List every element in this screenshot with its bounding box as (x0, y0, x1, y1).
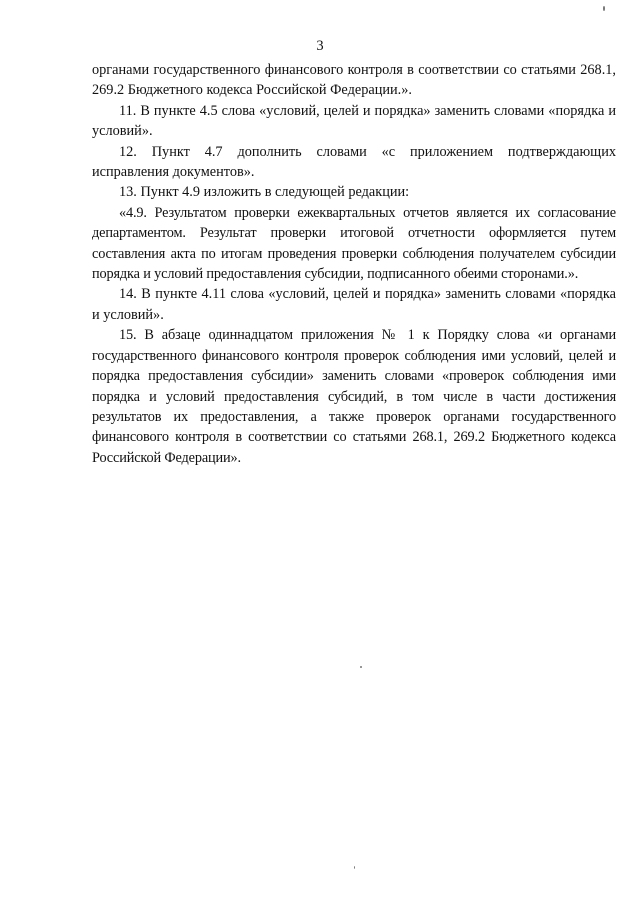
paragraph-item-15: 15. В абзаце одиннадцатом приложения № 1 к Порядку слова «и органами государственного финансового контроля проверок соблюдения ими условий, целей и порядка предоставления субсидии» заменить словами «проверок соблюдения ими порядка и условий предоставления субсидий, в том числе в части достижения результатов их предоставления, а также проверок органами государственного финансового контроля в соответствии со статьями 268.1, 269.2 Бюджетного кодекса Российской Федерации». (92, 327, 616, 466)
paragraph-item-14: 14. В пункте 4.11 слова «условий, целей и порядка» заменить словами «порядка и условий». (92, 286, 616, 323)
scan-speck (354, 866, 355, 869)
paragraph-item-11: 11. В пункте 4.5 слова «условий, целей и порядка» заменить словами «порядка и условий». (92, 102, 616, 140)
paragraph-continuation: органами государственного финансового контроля в соответствии со статьями 268.1, 269.2 Бюджетного кодекса Российской Федерации.». (92, 62, 616, 99)
scan-speck (360, 666, 362, 668)
scan-speck (603, 6, 605, 11)
paragraph-item-12: 12. Пункт 4.7 дополнить словами «с приложением подтверждающих исправления документов». (92, 143, 616, 181)
paragraph-quoted-4-9: «4.9. Результатом проверки ежеквартальных отчетов является их согласование департаментом. Результат проверки итоговой отчетности оформляется путем составления акта по итогам проведения проверки соблюдения получателем субсидии порядка и условий предоставления субсидии, подписанного обеими сторонами.». (92, 204, 616, 283)
paragraph-item-13: 13. Пункт 4.9 изложить в следующей редакции: (119, 184, 410, 201)
page-number: 3 (316, 38, 324, 54)
document-body (92, 60, 616, 468)
